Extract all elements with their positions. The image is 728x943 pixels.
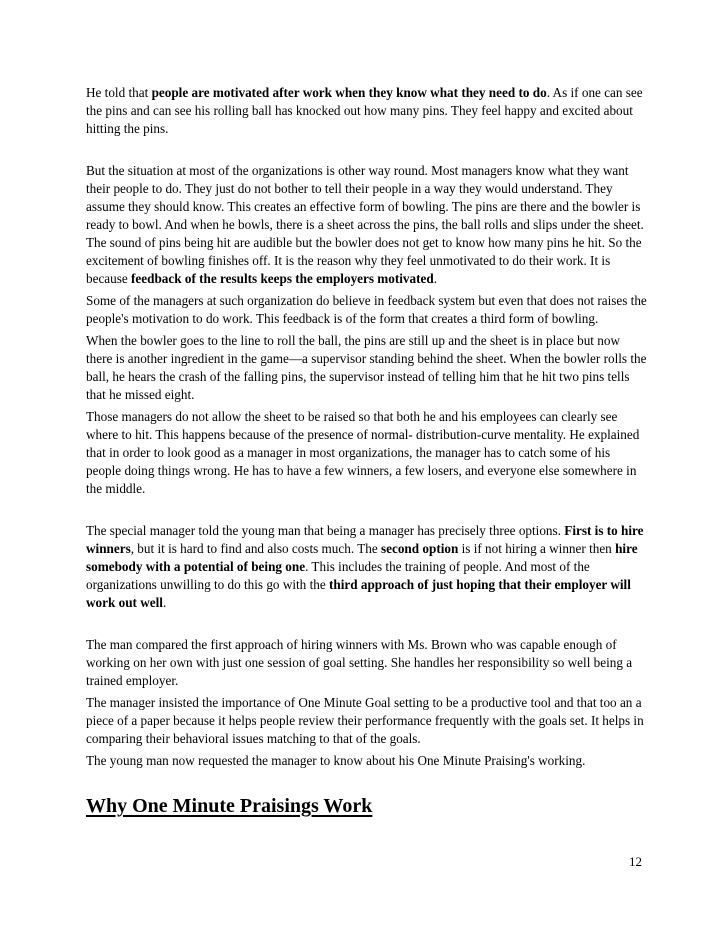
- text-run: , but it is hard to find and also costs much. The: [130, 541, 381, 556]
- text-run: . This includes the training of people. And most of the organizations unwilling to do this go with the: [86, 559, 590, 592]
- text-run: But the situation at most of the organizations is other way round. Most managers know what they want their people to do. They just do not bother to tell their people in a way they would understand. They assume they should know. This creates an effective form of bowling. The pins are there and the bowler is ready to bowl. And when he bowls, there is a sheet across the pins, the ball rolls and slips under the sheet. The sound of pins being hit are audible but the bowler does not get to know how many pins he hit. So the excitement of bowling finishes off. It is the reason why they feel unmotivated to do their work. It is because: [86, 163, 644, 286]
- paragraph-praising-request: The young man now requested the manager to know about his One Minute Praising's working.: [86, 753, 586, 768]
- page-number: 12: [629, 854, 642, 869]
- text-run: He told that: [86, 85, 152, 100]
- text-run: .: [162, 595, 167, 610]
- paragraph-organizations: [86, 162, 648, 288]
- text-run: . As if one can see the pins and can see his rolling ball has knocked out how many pins. They feel happy and excited about hitting the pins.: [86, 85, 643, 136]
- bold-phrase: hire somebody with a potential of being one: [86, 541, 638, 574]
- bold-phrase: third approach of just hoping that their employer will work out well: [86, 577, 631, 610]
- paragraph-sheet-raised: Those managers do not allow the sheet to be raised so that both he and his employees can clearly see where to hit. This happens because of the presence of normal- distribution-curve mentality. He explained that in order to look good as a manager in most organizations, the manager has to catch some of his people doing things wrong. He has to have a few winners, a few losers, and everyone else somewhere in the middle.: [86, 409, 640, 496]
- text-run: The special manager told the young man that being a manager has precisely three options.: [86, 523, 565, 538]
- paragraph-three-options: [86, 522, 648, 612]
- text-run: .: [433, 271, 437, 286]
- paragraph-motivation: [86, 84, 648, 138]
- bold-phrase: second option: [381, 541, 459, 556]
- paragraph-third-bowling: When the bowler goes to the line to roll the ball, the pins are still up and the sheet is in place but now there is another ingredient in the game—a supervisor standing behind the sheet. When the bowler rolls the ball, he hears the crash of the falling pins, the supervisor instead of telling him that he hit two pins tells that he missed eight.: [86, 333, 647, 402]
- page-content: [86, 84, 648, 818]
- bold-phrase: people are motivated after work when they know what they need to do: [151, 85, 547, 100]
- text-run: is if not hiring a winner then: [458, 541, 616, 556]
- section-heading: Why One Minute Praisings Work: [86, 795, 373, 817]
- paragraph-feedback-system: Some of the managers at such organization do believe in feedback system but even that does not raises the people's motivation to do work. This feedback is of the form that creates a third form of bowling.: [86, 293, 647, 326]
- bold-phrase: First is to hire winners: [86, 523, 644, 556]
- bold-phrase: feedback of the results keeps the employers motivated: [131, 271, 434, 286]
- paragraph-goal-setting: The manager insisted the importance of One Minute Goal setting to be a productive tool and that too an a piece of a paper because it helps people review their performance frequently with the goals set. It helps in comparing their behavioral issues matching to that of the goals.: [86, 695, 644, 746]
- paragraph-ms-brown: The man compared the first approach of hiring winners with Ms. Brown who was capable enough of working on her own with just one session of goal setting. She handles her responsibility so well being a trained employer.: [86, 637, 633, 688]
